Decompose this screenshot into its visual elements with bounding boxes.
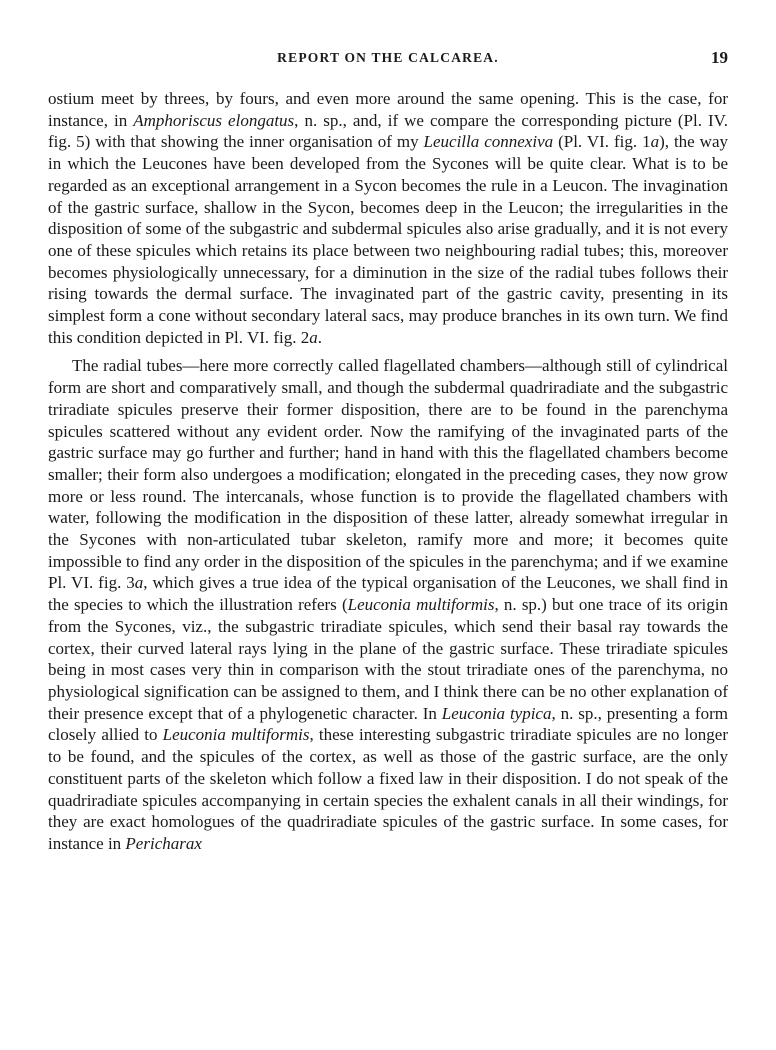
figure-letter: a [134, 573, 144, 593]
body-text [48, 88, 728, 855]
text-run: The radial tubes—here more correctly called flagellated chambers—although still of cylindrical form are short and comparatively small, and though the subdermal quadriradiate and the subgastric triradiate spicules preserve their former disposition, there are to be found in the parenchyma spicules scattered without any evident order. Now the ramifying of the invaginated parts of the gastric surface may go further and further; hand in hand with this the flagellated chambers become smaller; their form also undergoes a modification; elongated in the preceding cases, they now grow more or less round. The intercanals, whose function is to provide the flagellated chambers with water, following the modification in the disposition of these latter, already somewhat irregular in the Sycones with non-articulated tubar skeleton, ramify more and more; it becomes quite impossible to find any order in the disposition of the spicules in the parenchyma; and if we examine Pl. VI. fig. 3 [48, 356, 728, 593]
species-name: Leuconia multiformis [162, 725, 310, 745]
species-name: Leuconia multiformis [347, 595, 495, 615]
text-run: ), the way in which the Leucones have been developed from the Sycones will be quite clear. What is to be regarded as an exceptional arrangement in a Sycon becomes the rule in a Leucon. The invagination of the gastric surface, shallow in the Sycon, becomes deep in the Leucon; the irregularities in the disposition of some of the subgastric and subdermal spicules also arise gradually, and it is not every one of these spicules which retains its place between two neighbouring radial tubes; this, moreover becomes physiologically unnecessary, for a diminution in the size of the radial tubes follows their rising towards the dermal surface. The invaginated part of the gastric cavity, presenting in its simplest form a cone without secondary lateral sacs, may produce branches in its own turn. We find this condition depicted in Pl. VI. fig. 2 [48, 132, 728, 347]
text-run: . [317, 327, 323, 347]
text-run: (Pl. VI. fig. 1 [553, 132, 651, 152]
species-name: Leuconia typica [441, 703, 552, 723]
text-run: , which gives a true idea of the typical organisation of the Leucones, we shall find in the species to which the illustration refers ( [48, 573, 728, 615]
paragraph-1 [48, 88, 728, 348]
text-run: , these interesting subgastric triradiate spicules are no longer to be found, and the spicules of the cortex, as well as those of the gastric surface, are the only constituent parts of the skeleton which follow a fixed law in their disposition. I do not speak of the quadriradiate spicules accompanying in certain species the exhalent canals in all their windings, for they are exact homologues of the quadriradiate spicules of the gastric surface. In some cases, for instance in [48, 725, 728, 853]
paragraph-2 [48, 355, 728, 854]
figure-letter: a [650, 132, 660, 152]
species-name: Pericharax [125, 833, 202, 853]
species-name: Amphoriscus elongatus [133, 110, 295, 130]
page-header [48, 50, 728, 72]
page-number: 19 [711, 48, 728, 67]
text-run: , n. sp., presenting a form closely allied to [48, 703, 728, 745]
text-run: , n. sp., and, if we compare the corresponding picture (Pl. IV. fig. 5) with that showing the inner organisation of my [48, 110, 728, 152]
figure-letter: a [309, 327, 318, 347]
text-run: , n. sp.) but one trace of its origin from the Sycones, viz., the subgastric triradiate spicules, which send their basal ray towards the cortex, their curved lateral rays lying in the plane of the gastric surface. These triradiate spicules being in most cases very thin in comparison with the stout triradiate ones of the parenchyma, no physiological signification can be assigned to them, and I think there can be no other explanation of their presence except that of a phylogenetic character. In [48, 595, 728, 723]
species-name: Leucilla connexiva [423, 132, 554, 152]
text-run: ostium meet by threes, by fours, and even more around the same opening. This is the case, for instance, in [48, 89, 728, 130]
running-head: REPORT ON THE CALCAREA. [277, 50, 499, 65]
